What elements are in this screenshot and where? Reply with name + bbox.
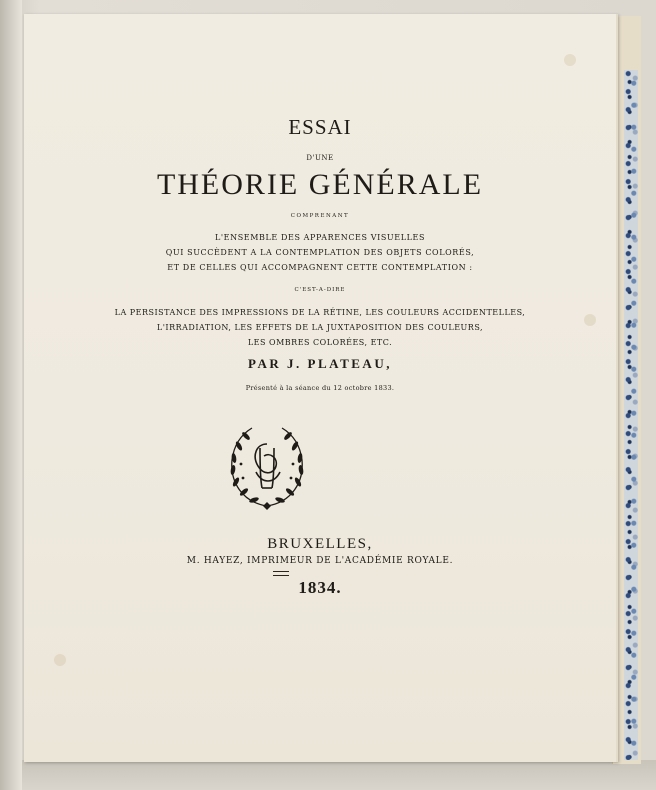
cest-a-dire-line: C'EST-A-DIRE xyxy=(294,287,346,293)
topic-line: LA PERSISTANCE DES IMPRESSIONS DE LA RÉTINE, LES COULEURS ACCIDENTELLES, xyxy=(114,308,526,317)
subtitle-block xyxy=(24,230,616,275)
foxing-spot xyxy=(54,654,66,666)
presentation-date: Présenté à la séance du 12 octobre 1833. xyxy=(245,384,395,392)
main-title: THÉORIE GÉNÉRALE xyxy=(156,168,484,201)
subtitle-line: L'ENSEMBLE DES APPARENCES VISUELLES xyxy=(214,233,426,242)
topic-line: LES OMBRES COLORÉES, ETC. xyxy=(247,338,393,347)
double-rule xyxy=(273,571,289,576)
author-line: PAR J. PLATEAU, xyxy=(248,356,392,371)
comprenant-line: COMPRENANT xyxy=(290,213,350,219)
printer-line: M. HAYEZ, IMPRIMEUR DE L'ACADÉMIE ROYALE. xyxy=(186,556,454,566)
table-surface xyxy=(22,760,656,790)
title-page xyxy=(24,14,618,762)
essai-heading: ESSAI xyxy=(288,115,352,139)
publication-year: 1834. xyxy=(298,578,342,597)
laurel-wreath-monogram-icon xyxy=(222,422,312,514)
topic-line: L'IRRADIATION, LES EFFETS DE LA JUXTAPOSITION DES COULEURS, xyxy=(156,323,484,332)
facing-page-edge xyxy=(0,0,22,790)
marbled-endpaper-edge xyxy=(624,70,638,760)
subtitle-line: ET DE CELLES QUI ACCOMPAGNENT CETTE CONTEMPLATION : xyxy=(167,263,473,272)
subtitle-line: QUI SUCCÈDENT A LA CONTEMPLATION DES OBJETS COLORÉS, xyxy=(165,248,475,257)
foxing-spot xyxy=(564,54,576,66)
city-line: BRUXELLES, xyxy=(267,536,373,552)
topics-block xyxy=(24,305,616,350)
dune-line: D'UNE xyxy=(306,154,334,162)
